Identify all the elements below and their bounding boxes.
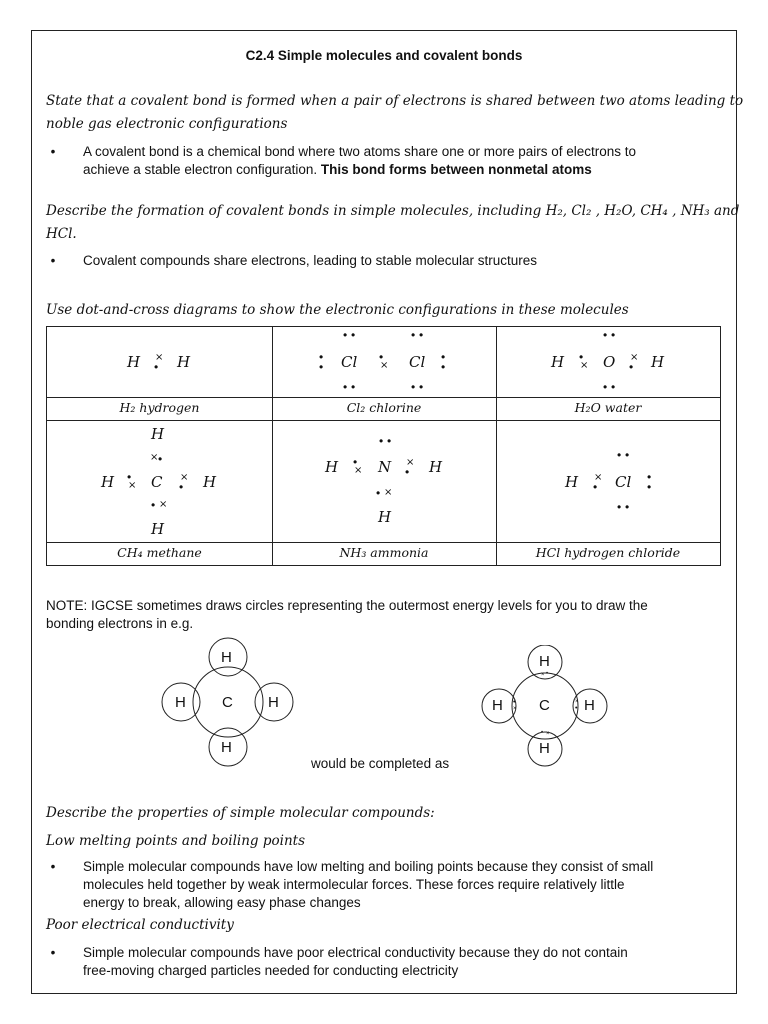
dot-electron: • — [611, 328, 616, 342]
label-h2o: H₂O water — [574, 400, 642, 415]
dot-electron: • — [343, 380, 348, 394]
dot-electron: • — [319, 350, 324, 364]
cross-electron: × — [594, 472, 603, 483]
atom-h: H — [221, 649, 232, 666]
bullet-text-2: Covalent compounds share electrons, leading to stable molecular structures — [83, 253, 537, 268]
label-cl2: Cl₂ chlorine — [346, 400, 422, 415]
table-divider — [272, 327, 273, 565]
dot-electron: • — [411, 328, 416, 342]
atom-h: H — [429, 458, 443, 476]
dot-cross-table — [46, 326, 721, 566]
bullet-text-4a: Simple molecular compounds have low melting and boiling points because they consist of small — [83, 859, 654, 874]
dot-electron: • — [441, 350, 446, 364]
cross-electron: × — [384, 487, 393, 498]
dot-electron: • — [353, 455, 358, 469]
cross-electron: × — [406, 457, 415, 468]
dot-electron: • — [154, 360, 159, 374]
objective-heading-4: Describe the properties of simple molecular compounds: — [46, 805, 435, 821]
dot-electron: • — [419, 328, 424, 342]
dot-electron: • — [611, 380, 616, 394]
cross-electron: × — [128, 480, 137, 491]
table-divider — [47, 542, 720, 543]
bullet-text-4c: energy to break, allowing easy phase changes — [83, 895, 361, 910]
dot-electron: • — [617, 500, 622, 514]
cross-electron: × — [580, 360, 589, 371]
atom-h: H — [101, 473, 115, 491]
dot-electron: • — [351, 328, 356, 342]
atom-h: H — [151, 425, 165, 443]
objective-heading-2a: Describe the formation of covalent bonds in simple molecules, including H₂, Cl₂ , H₂O, CH₄ , NH₃ and — [46, 203, 740, 219]
bullet-text-1b-normal: achieve a stable electron configuration. — [83, 162, 318, 177]
atom-h: H — [151, 520, 165, 538]
dot-electron: • — [411, 380, 416, 394]
atom-h: H — [325, 458, 339, 476]
atom-cl: Cl — [615, 473, 632, 491]
atom-c: C — [222, 694, 233, 711]
atom-h: H — [268, 694, 279, 711]
atom-h: H — [651, 353, 665, 371]
dot-electron: • — [376, 486, 381, 500]
dot-electron: • — [617, 448, 622, 462]
atom-h: H — [539, 653, 550, 670]
label-nh3: NH₃ ammonia — [339, 545, 429, 560]
dot-electron: • — [541, 730, 544, 736]
dot-electron: • — [351, 380, 356, 394]
dot-electron: • — [513, 699, 516, 706]
note-line-1: NOTE: IGCSE sometimes draws circles representing the outermost energy levels for you to draw the — [46, 598, 648, 613]
atom-h: H — [175, 694, 186, 711]
dot-electron: • — [647, 470, 652, 484]
bullet-marker: • — [50, 144, 56, 159]
bullet-text-5b: free-moving charged particles needed for conducting electricity — [83, 963, 459, 978]
dot-electron: • — [379, 434, 384, 448]
dot-electron: • — [579, 350, 584, 364]
cross-electron: × — [546, 731, 550, 737]
atom-h: H — [221, 739, 232, 756]
dot-electron: • — [127, 470, 132, 484]
dot-electron: • — [625, 448, 630, 462]
atom-cl: Cl — [409, 353, 426, 371]
cross-electron: × — [150, 452, 159, 463]
dot-electron: • — [419, 380, 424, 394]
atom-h: H — [127, 353, 141, 371]
dot-electron: • — [379, 350, 384, 364]
dot-electron: • — [575, 705, 578, 712]
objective-heading-1b: noble gas electronic configurations — [46, 116, 288, 132]
table-divider — [496, 327, 497, 565]
dot-electron: • — [319, 360, 324, 374]
subheading-melting: Low melting points and boiling points — [46, 833, 306, 849]
dot-electron: • — [441, 360, 446, 374]
dot-electron: • — [387, 434, 392, 448]
dot-electron: • — [603, 380, 608, 394]
objective-heading-3: Use dot-and-cross diagrams to show the electronic configurations in these molecules — [46, 302, 629, 318]
subheading-conductivity: Poor electrical conductivity — [46, 917, 234, 933]
atom-h: H — [492, 697, 503, 714]
note-line-2: bonding electrons in e.g. — [46, 616, 194, 631]
dot-electron: • — [343, 328, 348, 342]
dot-electron: • — [179, 480, 184, 494]
bullet-text-4b: molecules held together by weak intermolecular forces. These forces require relatively little — [83, 877, 625, 892]
atom-c: C — [539, 697, 550, 714]
dot-electron: • — [629, 360, 634, 374]
bullet-text-1b-bold: This bond forms between nonmetal atoms — [320, 162, 592, 177]
cross-electron: × — [180, 472, 189, 483]
dot-electron: • — [546, 671, 549, 677]
atom-o: O — [603, 353, 616, 371]
cross-electron: × — [159, 499, 168, 510]
note-caption: would be completed as — [311, 756, 450, 771]
bullet-text-5a: Simple molecular compounds have poor electrical conductivity because they do not contain — [83, 945, 628, 960]
atom-cl: Cl — [341, 353, 358, 371]
dot-electron: • — [158, 452, 163, 466]
dot-electron: • — [151, 498, 156, 512]
bullet-text-1a: A covalent bond is a chemical bond where two atoms share one or more pairs of electrons to — [83, 144, 637, 159]
atom-h: H — [551, 353, 565, 371]
table-divider — [47, 420, 720, 421]
atom-h: H — [565, 473, 579, 491]
table-divider — [47, 397, 720, 398]
label-hcl: HCl hydrogen chloride — [535, 545, 681, 560]
page-title: C2.4 Simple molecules and covalent bonds — [245, 48, 523, 63]
bullet-marker: • — [50, 859, 56, 874]
cross-electron: × — [575, 699, 579, 705]
cross-electron: × — [513, 706, 517, 712]
bullet-marker: • — [50, 945, 56, 960]
bullet-text-1b — [83, 161, 592, 179]
dot-electron: • — [593, 480, 598, 494]
atom-h: H — [203, 473, 217, 491]
cross-electron: × — [354, 465, 363, 476]
objective-heading-2b: HCl. — [46, 226, 77, 242]
dot-electron: • — [405, 465, 410, 479]
cross-electron: × — [630, 352, 639, 363]
bullet-marker: • — [50, 253, 56, 268]
atom-h: H — [378, 508, 392, 526]
atom-c: C — [151, 473, 163, 491]
dot-electron: • — [647, 480, 652, 494]
label-ch4: CH₄ methane — [117, 545, 202, 560]
dot-electron: • — [625, 500, 630, 514]
objective-heading-1a: State that a covalent bond is formed when a pair of electrons is shared between two atoms leading to — [46, 93, 744, 109]
atom-n: N — [378, 458, 392, 476]
cross-electron: × — [380, 360, 389, 371]
label-h2: H₂ hydrogen — [119, 400, 200, 415]
cross-electron: × — [155, 352, 164, 363]
dot-electron: • — [603, 328, 608, 342]
cross-electron: × — [541, 672, 545, 678]
atom-h: H — [584, 697, 595, 714]
atom-h: H — [177, 353, 191, 371]
atom-h: H — [539, 740, 550, 757]
